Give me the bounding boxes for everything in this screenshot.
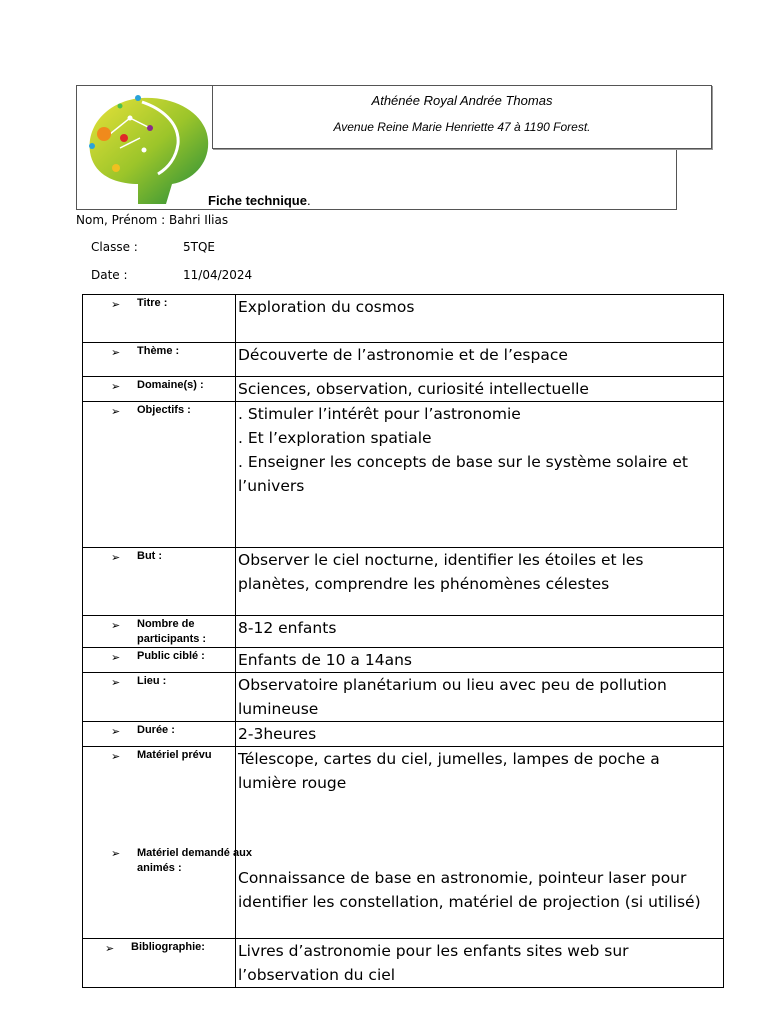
arrow-bullet-icon: ➢	[111, 620, 121, 632]
row-label: Lieu :	[137, 675, 167, 687]
row-label: Matériel demandé aux animés :	[137, 847, 252, 874]
row-value-cell	[236, 939, 724, 988]
row-label: Objectifs :	[137, 404, 191, 416]
row-value: Enfants de 10 a 14ans	[238, 651, 412, 669]
row-label-cell	[83, 295, 236, 343]
classe-label: Classe :	[91, 240, 138, 254]
arrow-bullet-icon: ➢	[111, 381, 121, 393]
row-value-cell	[236, 648, 724, 673]
table-row	[83, 343, 724, 377]
technical-sheet-table	[82, 294, 724, 988]
row-label-cell	[83, 939, 236, 988]
date-label: Date :	[91, 268, 128, 282]
row-label: But :	[137, 550, 163, 562]
arrow-bullet-icon: ➢	[111, 552, 121, 564]
table-row	[83, 747, 724, 939]
row-value-cell	[236, 377, 724, 402]
objective-line: . Stimuler l’intérêt pour l’astronomie	[238, 405, 521, 423]
arrow-bullet-icon: ➢	[111, 406, 121, 418]
row-value: Découverte de l’astronomie et de l’espace	[238, 346, 568, 364]
arrow-bullet-icon: ➢	[111, 726, 121, 738]
row-label-cell	[83, 648, 236, 673]
row-label: Matériel prévu	[137, 749, 212, 761]
row-value-cell	[236, 722, 724, 747]
row-label-cell	[83, 747, 252, 939]
row-value-cell	[236, 295, 724, 343]
row-value-cell	[236, 673, 724, 722]
row-label: Durée :	[137, 724, 175, 736]
arrow-bullet-icon: ➢	[111, 299, 121, 311]
table-row	[83, 548, 724, 616]
classe-value: 5TQE	[183, 240, 215, 254]
table-row	[83, 616, 724, 648]
arrow-bullet-icon: ➢	[105, 943, 115, 955]
table-row	[83, 939, 724, 988]
table-row	[83, 377, 724, 402]
row-value: Livres d’astronomie pour les enfants sites web sur l’observation du ciel	[238, 942, 629, 984]
row-value: Sciences, observation, curiosité intellectuelle	[238, 380, 589, 398]
row-label: Bibliographie:	[131, 941, 205, 953]
arrow-bullet-icon: ➢	[111, 848, 121, 860]
table-row	[83, 673, 724, 722]
table-row	[83, 295, 724, 343]
row-value-cell	[236, 747, 724, 939]
arrow-bullet-icon: ➢	[111, 652, 121, 664]
row-label-cell	[83, 343, 236, 377]
row-value: Observatoire planétarium ou lieu avec peu de pollution lumineuse	[238, 676, 667, 718]
table-row	[83, 722, 724, 747]
row-label-cell	[83, 548, 236, 616]
table-row	[83, 648, 724, 673]
tree-head-logo-icon	[80, 88, 212, 206]
row-label: Nombre de participants :	[137, 618, 207, 645]
objective-line: . Et l’exploration spatiale	[238, 429, 432, 447]
student-name-line: Nom, Prénom : Bahri Ilias	[76, 213, 229, 227]
school-name: Athénée Royal Andrée Thomas	[371, 93, 553, 108]
row-label-cell	[83, 616, 236, 648]
row-label: Thème :	[137, 345, 180, 357]
table-row	[83, 402, 724, 548]
row-value: 2-3heures	[238, 725, 317, 743]
objective-line: . Enseigner les concepts de base sur le système solaire et l’univers	[238, 453, 688, 495]
arrow-bullet-icon: ➢	[111, 347, 121, 359]
row-label-cell	[83, 673, 236, 722]
row-label-cell	[83, 377, 236, 402]
row-value-cell	[236, 616, 724, 648]
row-label: Public ciblé :	[137, 650, 205, 662]
row-value: Exploration du cosmos	[238, 298, 415, 316]
row-value: Observer le ciel nocturne, identifier les étoiles et les planètes, comprendre les phénomènes célestes	[238, 551, 644, 593]
row-value-cell	[236, 548, 724, 616]
row-value: 8-12 enfants	[238, 619, 337, 637]
document-title-text: Fiche technique	[208, 193, 307, 208]
arrow-bullet-icon: ➢	[111, 677, 121, 689]
row-label: Domaine(s) :	[137, 379, 204, 391]
row-label-cell	[83, 722, 236, 747]
school-address: Avenue Reine Marie Henriette 47 à 1190 Forest.	[333, 120, 591, 134]
row-value-cell	[236, 402, 724, 548]
row-label-cell	[83, 402, 236, 548]
date-value: 11/04/2024	[183, 268, 253, 282]
row-value: Télescope, cartes du ciel, jumelles, lampes de poche a lumière rouge	[238, 750, 660, 792]
arrow-bullet-icon: ➢	[111, 751, 121, 763]
row-label: Titre :	[137, 297, 168, 309]
row-value: Connaissance de base en astronomie, pointeur laser pour identifier les constellation, matériel de projection (si utilisé)	[238, 869, 701, 911]
document-title: Fiche technique.	[208, 193, 311, 208]
row-value-cell	[236, 343, 724, 377]
